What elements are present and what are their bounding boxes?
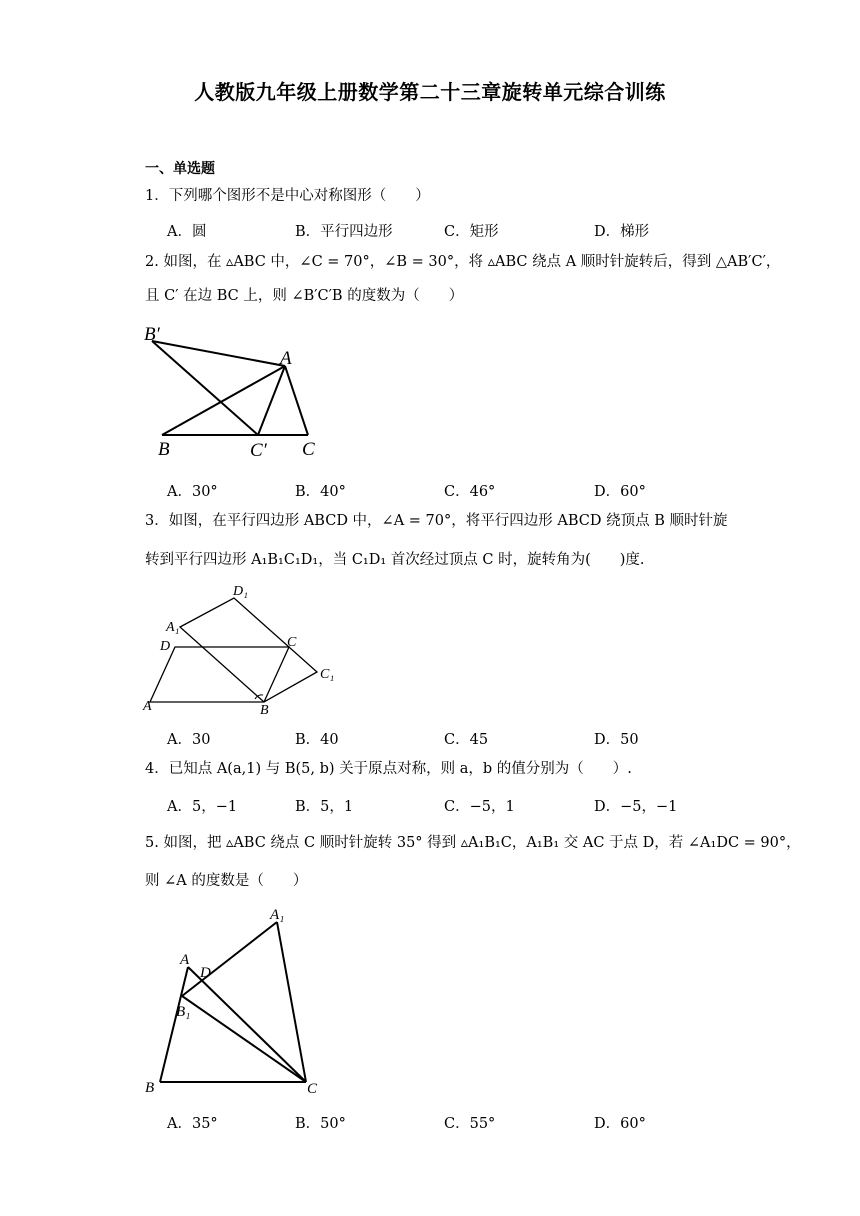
label-b1: B₁: [176, 1004, 191, 1020]
question-4-option-c[interactable]: C．−5，1: [444, 799, 515, 815]
question-3-option-c[interactable]: C．45: [444, 732, 489, 748]
question-3-option-b[interactable]: B．40: [295, 732, 339, 748]
question-2-option-b[interactable]: B．40°: [295, 484, 346, 500]
question-3-stem-line-2: 转到平行四边形 A₁B₁C₁D₁，当 C₁D₁ 首次经过顶点 C 时，旋转角为( )度.: [145, 552, 645, 568]
segment-a-b: [162, 366, 285, 435]
label-a: A: [280, 348, 292, 369]
question-4-option-b[interactable]: B．5，1: [295, 799, 354, 815]
question-5-option-c[interactable]: C．55°: [444, 1116, 496, 1132]
question-2-stem-line-1: 2. 如图，在 ▵ABC 中，∠C = 70°，∠B = 30°，将 ▵ABC 绕点 A 顺时针旋转后，得到 △AB′C′，: [145, 254, 781, 270]
question-5-option-d[interactable]: D．60°: [594, 1116, 646, 1132]
question-5-stem-line-2: 则 ∠A 的度数是（ ）: [145, 873, 308, 889]
question-3-option-d[interactable]: D．50: [594, 732, 639, 748]
label-c: C: [302, 439, 315, 460]
question-3-stem-line-1: 3．如图，在平行四边形 ABCD 中，∠A = 70°，将平行四边形 ABCD 绕顶点 B 顺时针旋: [145, 513, 728, 529]
segment-a-c: [285, 366, 308, 435]
question-2-stem-line-2: 且 C′ 在边 BC 上，则 ∠B′C′B 的度数为（ ）: [145, 288, 464, 304]
question-2-option-a[interactable]: A．30°: [167, 484, 218, 500]
question-2-figure: [140, 318, 340, 463]
page-title: 人教版九年级上册数学第二十三章旋转单元综合训练: [194, 80, 666, 104]
question-5-figure: [140, 900, 340, 1100]
label-d: D: [160, 639, 171, 654]
question-1-option-b[interactable]: B．平行四边形: [295, 224, 393, 240]
label-c: C: [307, 1081, 318, 1097]
label-b-prime: B′: [144, 324, 160, 345]
segment-b1-c1: [152, 341, 258, 435]
label-d: D: [200, 965, 211, 981]
label-c1: C₁: [320, 667, 335, 682]
question-4-option-d[interactable]: D．−5，−1: [594, 799, 678, 815]
label-d1: D₁: [233, 584, 248, 599]
segment-a-c1: [258, 366, 285, 435]
question-3-option-a[interactable]: A．30: [167, 732, 211, 748]
label-c: C: [287, 635, 297, 650]
segment-b1-c: [182, 996, 306, 1082]
question-4-stem: 4．已知点 A(a,1) 与 B(5, b) 关于原点对称，则 a，b 的值分别为（ ）.: [145, 761, 632, 777]
parallelogram-abcd: [150, 647, 289, 702]
label-a: A: [180, 952, 190, 968]
question-1-option-d[interactable]: D．梯形: [594, 224, 650, 240]
label-a1: A₁: [166, 620, 180, 635]
question-5-option-b[interactable]: B．50°: [295, 1116, 346, 1132]
parallelogram-a1b1c1d1: [180, 598, 317, 702]
question-2-option-d[interactable]: D．60°: [594, 484, 646, 500]
label-b: B: [260, 703, 269, 718]
label-a1: A₁: [270, 907, 285, 923]
question-5-stem-line-1: 5. 如图，把 ▵ABC 绕点 C 顺时针旋转 35° 得到 ▵A₁B₁C，A₁B₁ 交 AC 于点 D，若 ∠A₁DC = 90°，: [145, 835, 801, 851]
question-1-option-a[interactable]: A．圆: [167, 224, 207, 240]
question-4-option-a[interactable]: A．5，−1: [167, 799, 238, 815]
question-1-option-c[interactable]: C．矩形: [444, 224, 499, 240]
question-5-option-a[interactable]: A．35°: [167, 1116, 218, 1132]
label-c-prime: C′: [250, 440, 267, 461]
question-3-figure: [140, 580, 350, 720]
label-a: A: [143, 699, 152, 714]
question-2-option-c[interactable]: C．46°: [444, 484, 496, 500]
segment-b1-a: [152, 341, 285, 366]
label-b: B: [145, 1080, 155, 1096]
question-1-stem: 1．下列哪个图形不是中心对称图形（ ）: [145, 188, 430, 204]
section-heading: 一、单选题: [145, 161, 215, 177]
segment-b1-a1: [182, 922, 277, 996]
label-b: B: [158, 439, 170, 460]
segment-b-a: [160, 967, 191, 1082]
